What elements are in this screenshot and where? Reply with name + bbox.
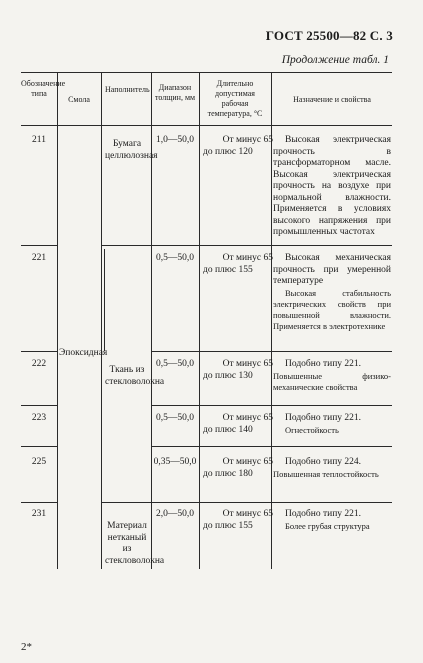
row-thickness: 1,0—50,0 [156,135,194,145]
header-code: Обозначение типа [21,79,66,98]
row-temperature [199,253,275,276]
row-divider [151,446,392,447]
header-filler: Наполнитель [105,85,150,94]
row-purpose [273,135,391,239]
resin-group-label: Эпоксидная [59,348,108,358]
purpose-text-extra: Огнестойкость [285,424,339,435]
temp-line: до плюс 130 [203,370,253,381]
row-divider [21,446,57,447]
purpose-text: Высокая механическая прочность при умеренной температуре [273,253,391,286]
purpose-text: Высокая электрическая прочность в трансформаторном масле. Высокая электрическая прочность на воздухе при нормальной влажности. Применяется в условиях высокого напряжения при промышленных частотах [273,135,391,237]
purpose-text-extra: Высокая стабильность электрических свойств при повышенной влажности. Применяется в электротехнике [273,287,391,331]
row-thickness: 2,0—50,0 [156,509,194,519]
header-purpose: Назначение и свойства [293,95,371,104]
header-temperature: Длительно допустимая рабочая температура, °С [207,79,263,118]
header-resin: Смола [68,95,90,104]
column-divider [101,73,102,569]
purpose-text-extra: Повышенные физико-механические свойства [273,370,391,392]
temp-line: От минус 65 [222,359,273,369]
row-temperature [199,413,275,436]
row-code-222: 222 [31,359,47,369]
temp-line: От минус 65 [222,413,273,423]
purpose-text-extra: Более грубая структура [285,520,370,531]
row-divider [21,405,57,406]
temp-line: От минус 65 [222,135,273,145]
row-divider [21,351,57,352]
purpose-text-extra: Повышенная теплостойкость [273,468,379,479]
row-thickness: 0,35—50,0 [153,457,197,467]
row-divider [101,245,392,246]
header-divider [21,125,392,126]
row-divider [101,502,392,503]
row-thickness: 0,5—50,0 [156,413,194,423]
row-code-221: 221 [31,253,47,263]
filler-nonwoven: Материал нетканый из стекловолокна [105,521,165,566]
row-divider [151,405,392,406]
row-temperature [199,359,275,382]
row-temperature [199,509,275,532]
filler-fabric: Ткань из стекловолокна [105,365,165,387]
row-thickness: 0,5—50,0 [156,253,194,263]
page-header: ГОСТ 25500—82 С. 3 [265,28,393,43]
filler-paper: Бумага целлюлозная [105,139,158,161]
column-divider [104,249,105,351]
row-divider [21,502,57,503]
purpose-text: Подобно типу 224. [285,457,362,467]
purpose-text: Подобно типу 221. [285,509,362,519]
temp-line: От минус 65 [222,253,273,263]
temp-line: до плюс 155 [203,520,253,531]
table-continuation-caption: Продолжение табл. 1 [281,54,389,66]
temp-line: до плюс 140 [203,424,253,435]
temp-line: до плюс 180 [203,468,253,479]
temp-line: От минус 65 [222,509,273,519]
temp-line: до плюс 120 [203,146,253,157]
row-purpose [273,413,391,436]
row-purpose [273,359,391,393]
temp-line: От минус 65 [222,457,273,467]
row-divider [21,245,57,246]
column-divider [57,73,58,569]
row-purpose [273,253,391,332]
row-code-223: 223 [31,413,47,423]
row-purpose [273,457,391,480]
row-temperature [199,457,275,480]
purpose-text: Подобно типу 221. [285,413,362,423]
page-number: 2* [21,641,32,653]
row-divider [151,351,392,352]
specification-table [21,72,392,569]
row-thickness: 0,5—50,0 [156,359,194,369]
row-temperature [199,135,275,158]
row-code-231: 231 [31,509,47,519]
row-code-211: 211 [32,135,46,145]
purpose-text: Подобно типу 221. [285,359,362,369]
row-code-225: 225 [31,457,47,467]
temp-line: до плюс 155 [203,264,253,275]
header-thickness: Диапазон толщин, мм [154,83,196,102]
column-divider [151,73,152,569]
row-purpose [273,509,391,532]
